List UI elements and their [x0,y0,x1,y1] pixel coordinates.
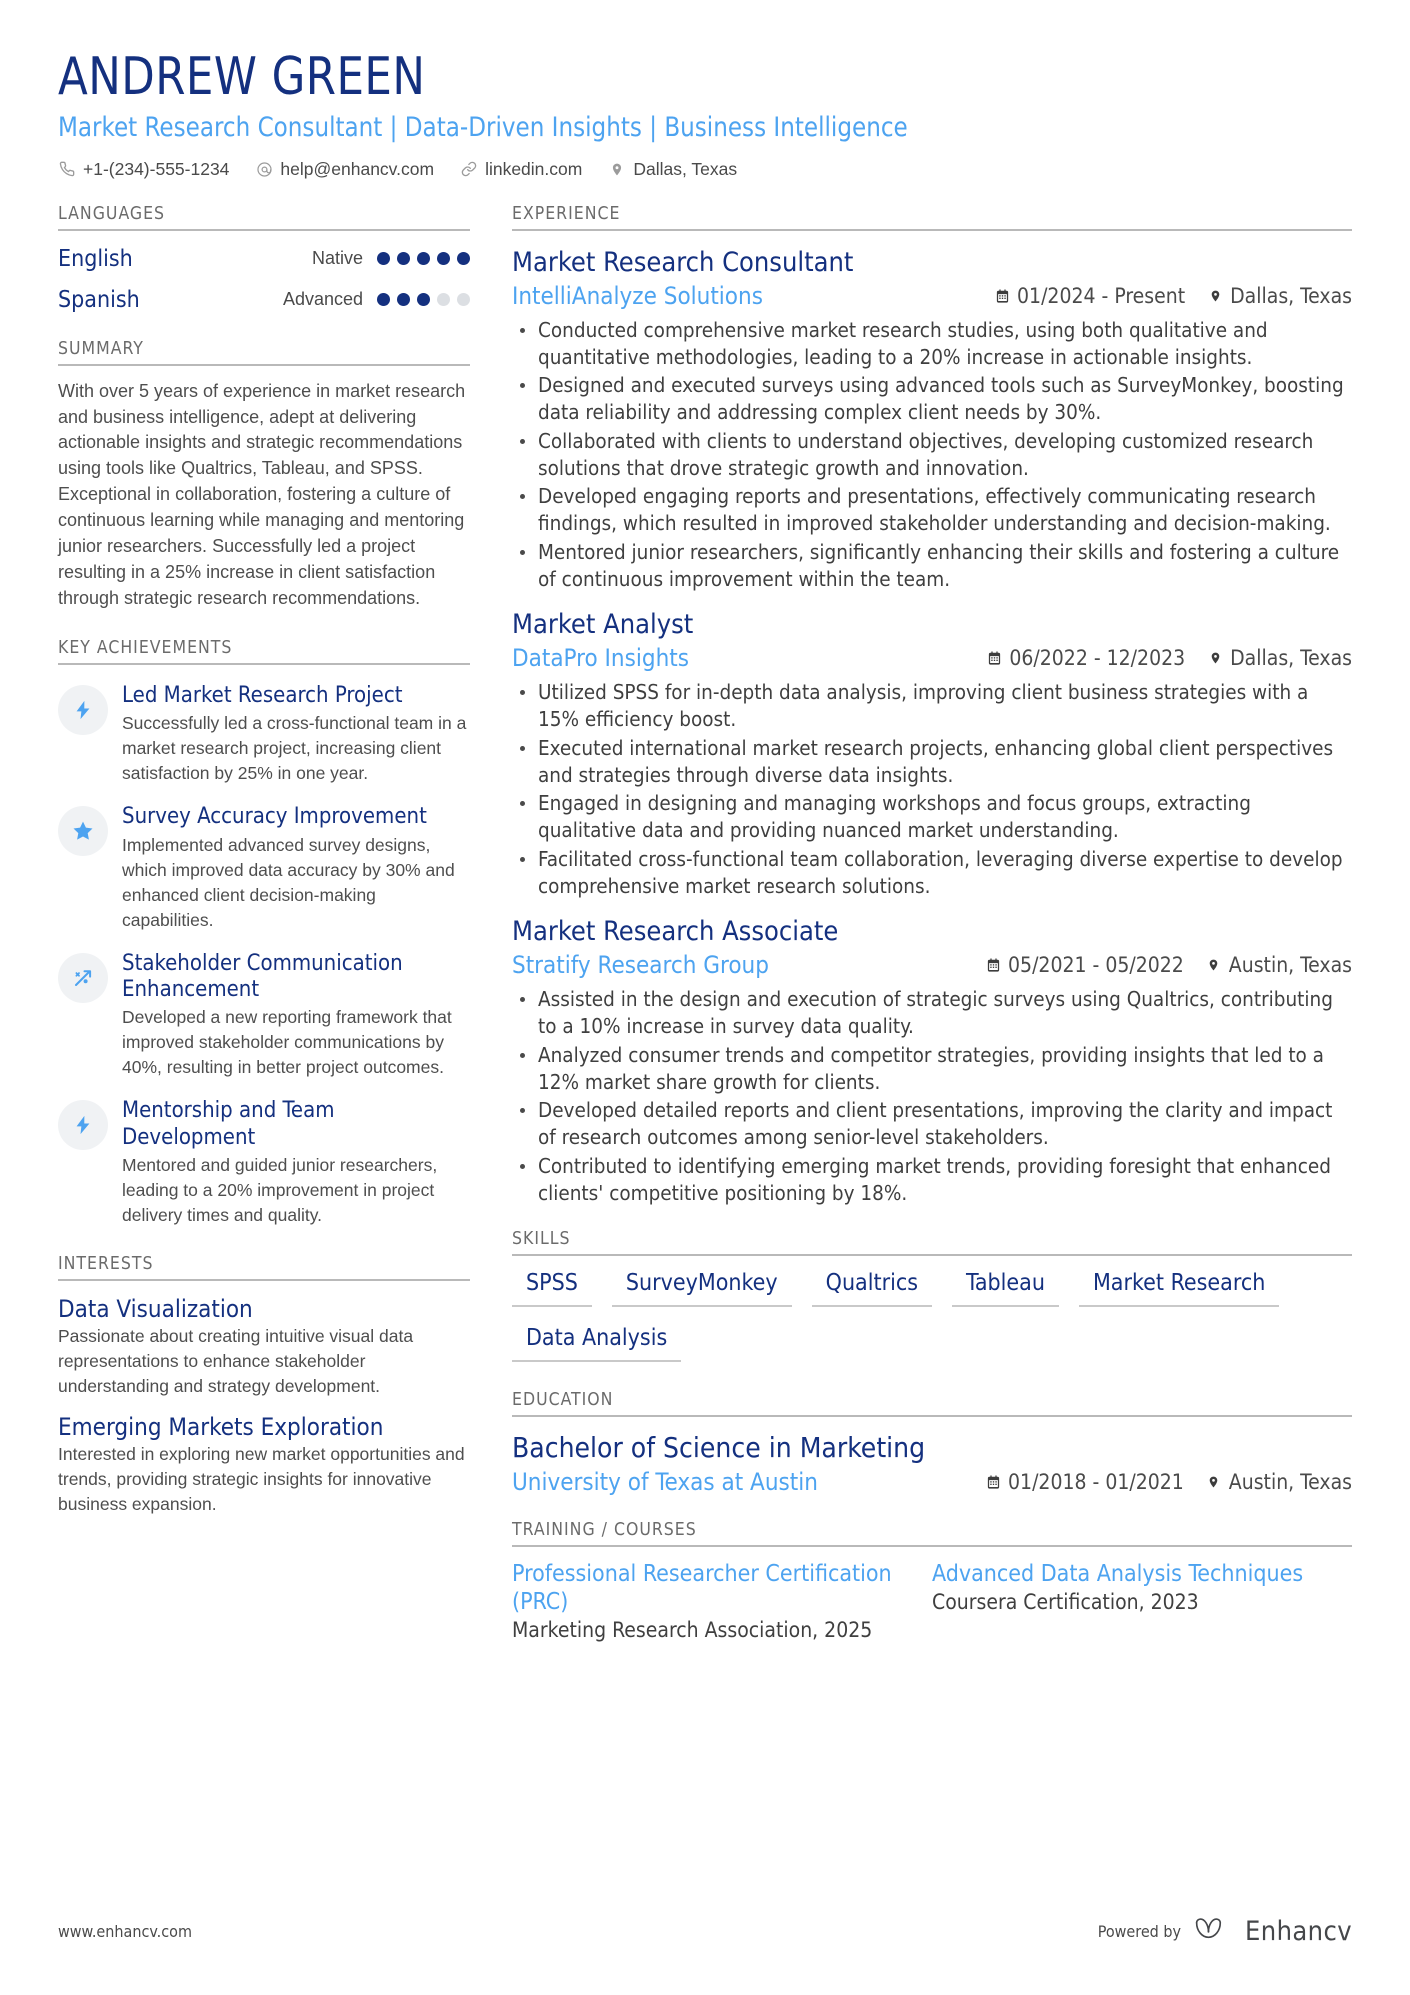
proficiency-dot [457,293,470,306]
page-footer [58,1916,1352,1947]
section-title-key-achievements: KEY ACHIEVEMENTS [58,638,470,665]
proficiency-dot [397,252,410,265]
job-bullets [512,986,1352,1207]
job-dates-text: 01/2024 - Present [1017,283,1186,308]
job-company: IntelliAnalyze Solutions [512,281,763,310]
lightning-bolt-icon [58,1100,108,1150]
job-location-text: Dallas, Texas [1230,646,1352,671]
job-meta [512,951,1352,979]
achievement-item [58,1098,470,1228]
section-title-education: EDUCATION [512,1390,1352,1417]
language-proficiency-dots [377,252,470,265]
course-subtitle: Coursera Certification, 2023 [932,1590,1199,1615]
proficiency-dot [437,252,450,265]
course-title: Advanced Data Analysis Techniques [932,1561,1304,1588]
contact-location [608,159,737,180]
interest-item [58,1295,470,1399]
achievement-body [122,804,470,932]
proficiency-dot [437,293,450,306]
job-dates-text: 05/2021 - 05/2022 [1008,953,1184,978]
education-location-text: Austin, Texas [1228,1470,1352,1495]
job-bullet: Facilitated cross-functional team collaboration, leveraging diverse expertise to develop comprehensive market research solutions. [512,846,1352,901]
achievement-body [122,951,470,1081]
job-location [1207,284,1352,308]
achievement-item [58,951,470,1081]
section-skills [512,1229,1352,1380]
calendar-icon [986,649,1002,667]
achievement-title: Led Market Research Project [122,682,403,708]
interest-desc: Interested in exploring new market opportunities and trends, providing strategic insights for innovative business expansion. [58,1444,465,1515]
calendar-icon [985,1473,1001,1491]
job-bullet: Collaborated with clients to understand objectives, developing customized research solutions that drove strategic growth and innovation. [512,428,1352,483]
contact-link-text: linkedin.com [485,158,583,179]
achievement-desc: Implemented advanced survey designs, which improved data accuracy by 30% and enhanced client decision-making capabilities. [122,834,455,930]
language-proficiency-dots [377,293,470,306]
section-key-achievements [58,638,470,1229]
footer-url[interactable]: www.enhancv.com [58,1922,192,1941]
resume-body [0,204,1410,1647]
job-bullet: Mentored junior researchers, significantly enhancing their skills and fostering a culture of continuous improvement within the team. [512,539,1352,594]
skills-list [512,1270,1352,1380]
achievement-item [58,804,470,932]
job-company: Stratify Research Group [512,951,769,980]
location-pin-icon [1207,649,1223,667]
skill-chip: Market Research [1079,1270,1279,1307]
lightning-bolt-icon [58,685,108,735]
language-name: English [58,245,133,272]
skill-chip: Qualtrics [812,1270,932,1307]
job-dates [994,284,1185,308]
achievement-title: Mentorship and Team Development [122,1098,335,1150]
language-level: Advanced [282,289,363,310]
resume-header [0,0,1410,180]
section-title-skills: SKILLS [512,1229,1352,1256]
job-role: Market Research Consultant [512,246,854,278]
job-bullet: Conducted comprehensive market research studies, using both qualitative and quantitative methodologies, leading to a 20% increase in actionable insights. [512,317,1352,372]
section-title-training: TRAINING / COURSES [512,1520,1352,1547]
section-title-languages: LANGUAGES [58,204,470,231]
job-bullet: Contributed to identifying emerging market trends, providing foresight that enhanced clients' competitive positioning by 18%. [512,1153,1352,1208]
job-location [1207,646,1352,670]
sidebar-column [58,204,470,1522]
achievement-title: Stakeholder Communication Enhancement [122,950,403,1003]
achievement-item [58,683,470,786]
job-bullets [512,679,1352,900]
job-bullet: Developed engaging reports and presentations, effectively communicating research findings, which resulted in improved stakeholder understanding and decision-making. [512,483,1352,538]
language-name: Spanish [58,286,140,313]
language-row [58,246,470,272]
interest-item [58,1413,470,1517]
section-education [512,1390,1352,1496]
achievement-desc: Developed a new reporting framework that improved stakeholder communications by 40%, resulting in better project outcomes. [122,1007,452,1078]
proficiency-dot [457,252,470,265]
link-icon [460,160,478,178]
location-pin-icon [1206,956,1222,974]
job-location-text: Austin, Texas [1228,953,1352,978]
proficiency-dot [397,293,410,306]
job-bullet: Utilized SPSS for in-depth data analysis, improving client business strategies with a 15% efficiency boost. [512,679,1352,734]
education-dates [985,1470,1184,1494]
job-bullet: Executed international market research projects, enhancing global client perspectives and strategies through diverse data insights. [512,735,1352,790]
calendar-icon [985,956,1001,974]
proficiency-dot [377,252,390,265]
star-icon [58,806,108,856]
job-bullets [512,317,1352,594]
powered-by-label: Powered by [1097,1922,1182,1941]
job-meta [512,282,1352,310]
experience-item [512,916,1352,1207]
achievement-body [122,1098,470,1228]
contact-phone[interactable] [58,159,229,180]
job-company: DataPro Insights [512,644,689,673]
section-interests [58,1254,470,1517]
job-dates-text: 06/2022 - 12/2023 [1009,646,1186,671]
education-meta [512,1468,1352,1496]
brand-name: Enhancv [1245,1916,1352,1947]
course-title: Professional Researcher Certification (PRC) [512,1561,892,1616]
proficiency-dot [417,293,430,306]
course-item [932,1560,1352,1642]
skill-chip: SurveyMonkey [612,1270,792,1307]
page-title: ANDREW GREEN [58,47,426,107]
education-school: University of Texas at Austin [512,1468,818,1497]
experience-item [512,247,1352,594]
contact-location-text: Dallas, Texas [633,158,738,179]
contact-phone-text: +1-(234)-555-1234 [83,158,230,179]
job-dates [986,646,1185,670]
language-row [58,287,470,313]
job-meta [512,644,1352,672]
proficiency-dot [377,293,390,306]
location-pin-icon [1206,1473,1222,1491]
job-location [1206,953,1352,977]
location-pin-icon [608,160,626,178]
job-bullet: Designed and executed surveys using advanced tools such as SurveyMonkey, boosting data reliability and addressing complex client needs by 30%. [512,372,1352,427]
section-title-interests: INTERESTS [58,1254,470,1281]
achievement-desc: Mentored and guided junior researchers, leading to a 20% improvement in project delivery times and quality. [122,1155,438,1226]
calendar-icon [994,287,1010,305]
course-item [512,1560,932,1642]
email-icon [255,160,273,178]
course-subtitle: Marketing Research Association, 2025 [512,1618,873,1643]
summary-text: With over 5 years of experience in market research and business intelligence, adept at delivering actionable insights and strategic recommendations using tools like Qualtrics, Tableau, and SPSS. Exceptional in collaboration, fostering a culture of continuous learning while managing and mentoring junior researchers. Successfully led a project resulting in a 25% increase in client satisfaction through strategic research recommendations. [58,380,466,608]
contact-link[interactable] [460,159,582,180]
skill-chip: Tableau [952,1270,1059,1307]
section-title-experience: EXPERIENCE [512,204,1352,231]
job-bullet: Engaged in designing and managing workshops and focus groups, extracting qualitative data and providing nuanced market understanding. [512,790,1352,845]
main-column [512,204,1352,1647]
interest-title: Emerging Markets Exploration [58,1413,384,1442]
proficiency-dot [417,252,430,265]
job-bullet: Analyzed consumer trends and competitor strategies, providing insights that led to a 12% market share growth for clients. [512,1042,1352,1097]
language-level: Native [311,248,363,269]
job-bullet: Developed detailed reports and client presentations, improving the clarity and impact of research outcomes among senior-level stakeholders. [512,1097,1352,1152]
achievement-title: Survey Accuracy Improvement [122,804,427,830]
section-experience [512,204,1352,1208]
skill-chip: SPSS [512,1270,592,1307]
section-training-courses [512,1520,1352,1642]
phone-icon [58,160,76,178]
experience-item [512,609,1352,900]
enhancv-logo-icon [1193,1917,1233,1947]
education-degree: Bachelor of Science in Marketing [512,1431,926,1465]
contact-row [58,159,1352,180]
skill-chip: Data Analysis [512,1325,681,1362]
job-role: Market Analyst [512,609,694,641]
job-location-text: Dallas, Texas [1230,283,1352,308]
courses-list [512,1560,1352,1642]
job-role: Market Research Associate [512,916,839,948]
powered-by-block [1098,1916,1352,1947]
section-summary [58,339,470,612]
section-languages [58,204,470,313]
job-bullet: Assisted in the design and execution of strategic surveys using Qualtrics, contributing to a 10% increase in survey data quality. [512,986,1352,1041]
education-dates-text: 01/2018 - 01/2021 [1008,1470,1184,1495]
contact-email[interactable] [255,159,434,180]
interest-title: Data Visualization [58,1295,253,1324]
achievement-desc: Successfully led a cross-functional team in a market research project, increasing client satisfaction by 25% in one year. [122,713,467,784]
strategy-arrow-icon [58,953,108,1003]
achievement-body [122,683,470,786]
professional-headline: Market Research Consultant | Data-Driven Insights | Business Intelligence [58,111,908,143]
interest-desc: Passionate about creating intuitive visual data representations to enhance stakeholder understanding and strategy development. [58,1326,414,1397]
education-location [1206,1470,1352,1494]
contact-email-text: help@enhancv.com [280,158,435,179]
section-title-summary: SUMMARY [58,339,470,366]
job-dates [985,953,1184,977]
location-pin-icon [1207,287,1223,305]
